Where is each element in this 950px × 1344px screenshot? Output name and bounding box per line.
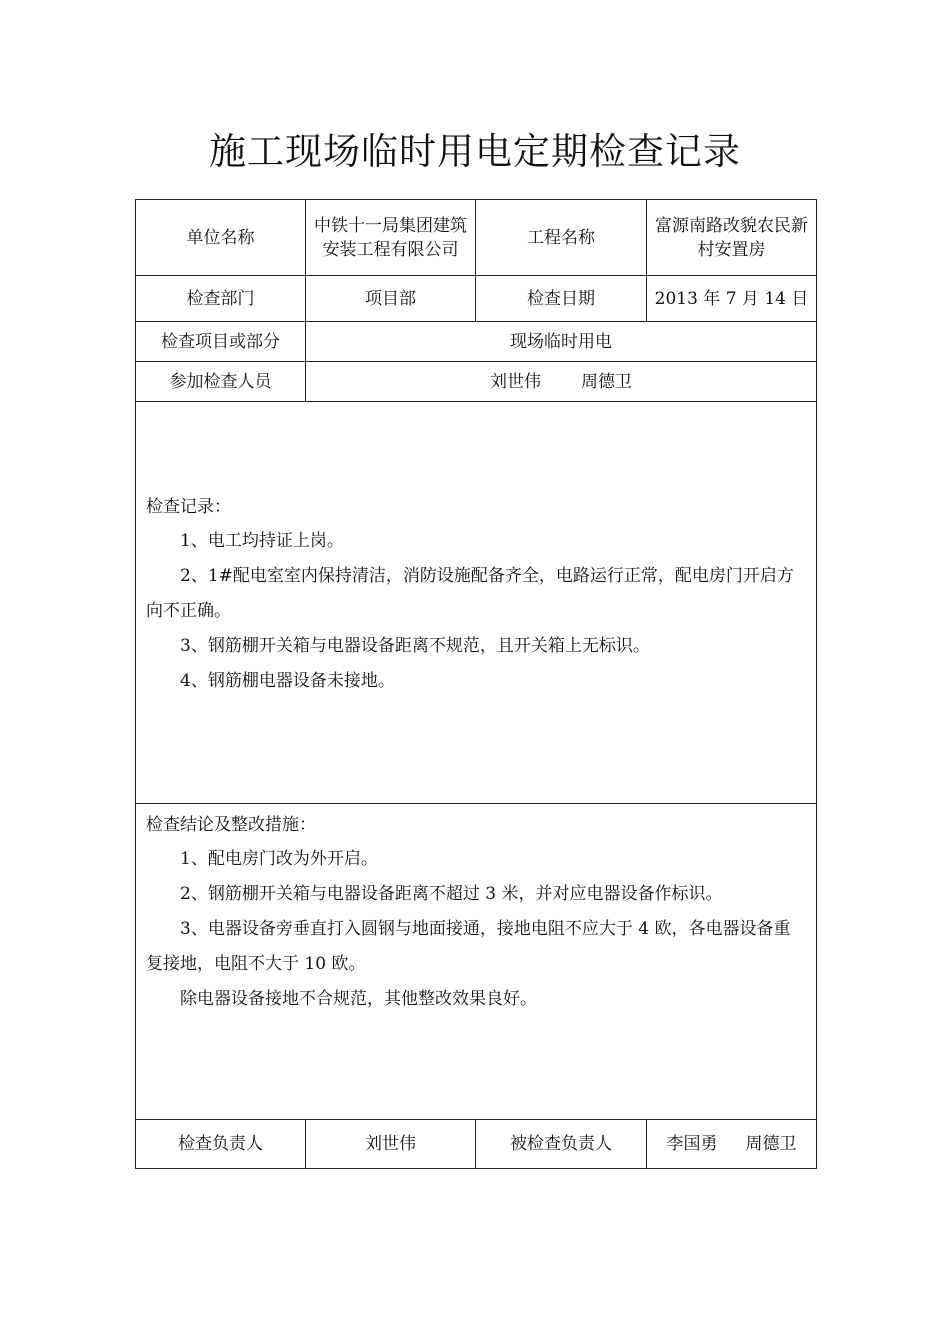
- record-item: 2、1#配电室室内保持清洁，消防设施配备齐全，电路运行正常，配电房门开启方向不正确。: [146, 566, 794, 621]
- row-signoff: [136, 1120, 817, 1169]
- personnel-name: 周德卫: [581, 371, 632, 392]
- record-item: 1、电工均持证上岗。: [180, 531, 344, 551]
- unit-value: 中铁十一局集团建筑安装工程有限公司: [314, 215, 467, 260]
- record-cell: [136, 402, 817, 804]
- project-label: 工程名称: [476, 200, 647, 276]
- item-label: 检查项目或部分: [136, 322, 306, 362]
- date-value: 2013 年 7 月 14 日: [647, 276, 817, 322]
- row-personnel: [136, 362, 817, 402]
- page-title: 施工现场临时用电定期检查记录: [209, 130, 741, 173]
- conclusion-item: 除电器设备接地不合规范，其他整改效果良好。: [180, 989, 537, 1009]
- unit-value-cell: [306, 200, 476, 276]
- project-value: 富源南路改貌农民新村安置房: [655, 215, 808, 260]
- conclusion-item: 2、钢筋棚开关箱与电器设备距离不超过 3 米，并对应电器设备作标识。: [180, 884, 723, 904]
- inspector-name: 刘世伟: [306, 1120, 476, 1169]
- row-record: [136, 402, 817, 804]
- project-value-cell: [647, 200, 817, 276]
- personnel-names: [306, 362, 817, 402]
- inspectee-names: [647, 1120, 817, 1169]
- record-item: 4、钢筋棚电器设备未接地。: [180, 671, 395, 691]
- inspectee-name: 李国勇: [666, 1134, 718, 1154]
- record-item: 3、钢筋棚开关箱与电器设备距离不规范，且开关箱上无标识。: [180, 636, 650, 656]
- inspectee-name: 周德卫: [745, 1134, 797, 1154]
- unit-label: 单位名称: [136, 200, 306, 276]
- conclusion-label: 检查结论及整改措施：: [146, 815, 316, 835]
- conclusion-item: 1、配电房门改为外开启。: [180, 849, 378, 869]
- conclusion-cell: [136, 804, 817, 1120]
- row-unit-project: [136, 200, 817, 276]
- personnel-name: 刘世伟: [490, 371, 541, 392]
- inspectee-label: 被检查负责人: [476, 1120, 647, 1169]
- row-dept-date: [136, 276, 817, 322]
- conclusion-item: 3、电器设备旁垂直打入圆钢与地面接通，接地电阻不应大于 4 欧，各电器设备重复接地，电阻不大于 10 欧。: [146, 919, 791, 974]
- dept-value: 项目部: [306, 276, 476, 322]
- row-conclusion: [136, 804, 817, 1120]
- inspection-table: [135, 199, 817, 1169]
- dept-label: 检查部门: [136, 276, 306, 322]
- row-item: [136, 322, 817, 362]
- date-label: 检查日期: [476, 276, 647, 322]
- personnel-label: 参加检查人员: [136, 362, 306, 402]
- item-value: 现场临时用电: [306, 322, 817, 362]
- inspector-label: 检查负责人: [136, 1120, 306, 1169]
- record-label: 检查记录：: [146, 497, 231, 517]
